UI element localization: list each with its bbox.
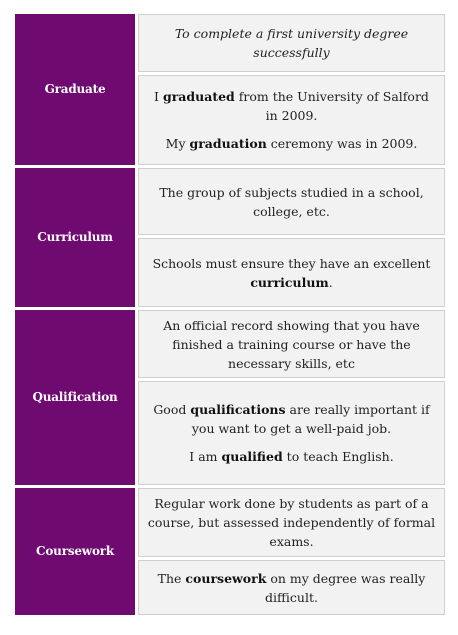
table-row <box>15 488 445 557</box>
examples-qualification <box>138 381 445 485</box>
table-row <box>15 14 445 72</box>
example-sentence: My graduation ceremony was in 2009. <box>165 136 418 151</box>
term-graduate: Graduate <box>15 14 135 165</box>
table-row <box>15 168 445 235</box>
vocabulary-table <box>12 11 448 618</box>
example-sentence: Good qualifications are really important if you want to get a well-paid job. <box>153 402 430 436</box>
example-sentence: I am qualified to teach English. <box>189 449 394 464</box>
examples-curriculum <box>138 238 445 307</box>
definition-qualification: An official record showing that you have finished a training course or have the necessary skills, etc <box>138 310 445 378</box>
term-qualification: Qualification <box>15 310 135 485</box>
examples-graduate <box>138 75 445 165</box>
example-sentence: The coursework on my degree was really difficult. <box>157 570 426 605</box>
definition-coursework: Regular work done by students as part of a course, but assessed independently of formal exams. <box>138 488 445 557</box>
definition-curriculum: The group of subjects studied in a school, college, etc. <box>138 168 445 235</box>
definition-graduate: To complete a first university degree successfully <box>138 14 445 72</box>
example-sentence: I graduated from the University of Salford in 2009. <box>154 89 429 123</box>
term-curriculum: Curriculum <box>15 168 135 307</box>
term-coursework: Coursework <box>15 488 135 615</box>
example-sentence: Schools must ensure they have an excellent curriculum. <box>152 255 431 290</box>
table-row <box>15 310 445 378</box>
examples-coursework <box>138 560 445 615</box>
